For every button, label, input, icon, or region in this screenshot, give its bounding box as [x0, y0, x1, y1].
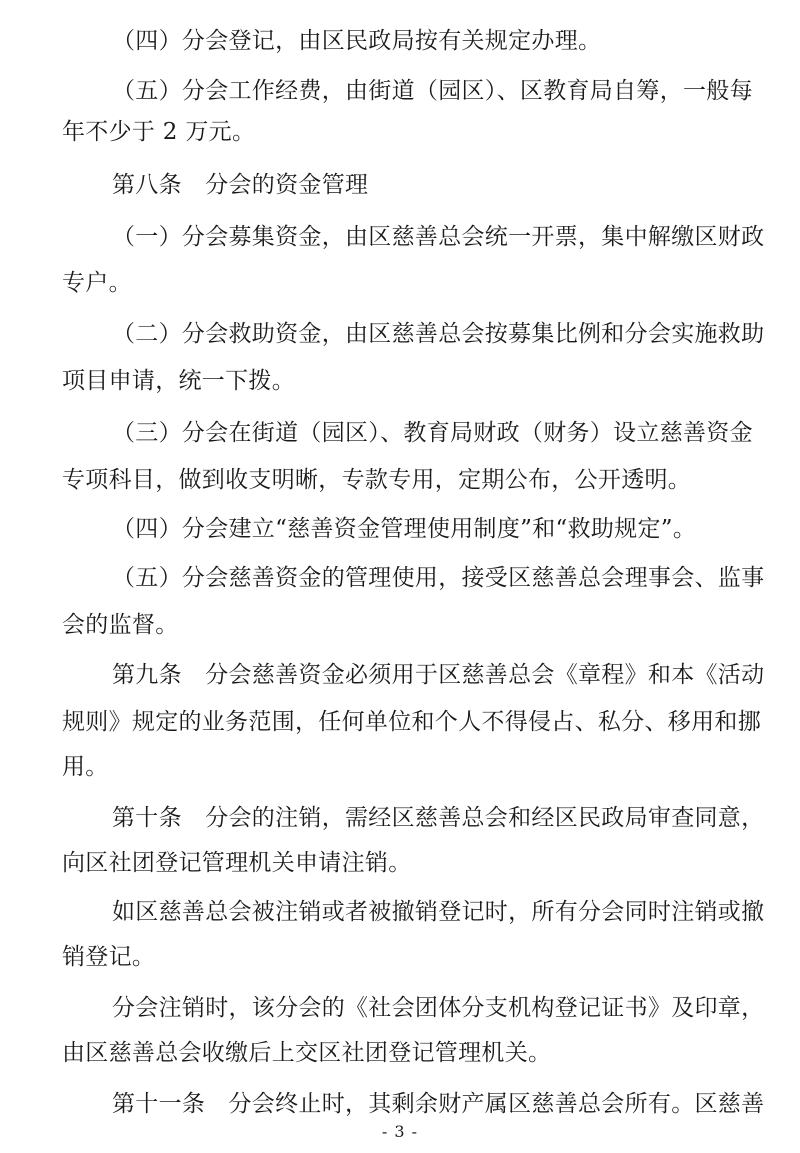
- text-line: 年不少于 2 万元。: [62, 119, 256, 145]
- text-line: 销登记。: [62, 944, 156, 970]
- section-heading: 第九条 分会慈善资金必须用于区慈善总会《章程》和本《活动: [112, 662, 765, 688]
- text-line: 向区社团登记管理机关申请注销。: [62, 850, 412, 876]
- text-line: 用。: [62, 754, 109, 780]
- text-line: （四）分会建立“慈善资金管理使用制度”和“救助规定”。: [112, 516, 697, 542]
- text-line: （二）分会救助资金，由区慈善总会按募集比例和分会实施救助: [112, 321, 765, 347]
- section-heading: 第八条 分会的资金管理: [112, 172, 369, 198]
- text-line: （四）分会登记，由区民政局按有关规定办理。: [112, 28, 602, 54]
- section-heading: 第十条 分会的注销，需经区慈善总会和经区民政局审查同意，: [112, 805, 765, 831]
- text-line: 专项科目，做到收支明晰，专款专用，定期公布，公开透明。: [62, 467, 692, 493]
- text-line: 规则》规定的业务范围，任何单位和个人不得侵占、私分、移用和挪: [62, 709, 761, 735]
- text-line: 专户。: [62, 270, 132, 296]
- text-line: （三）分会在街道（园区）、教育局财政（财务）设立慈善资金: [112, 420, 753, 446]
- text-line: （一）分会募集资金，由区慈善总会统一开票，集中解缴区财政: [112, 224, 765, 250]
- text-line: 如区慈善总会被注销或者被撤销登记时，所有分会同时注销或撤: [112, 899, 765, 925]
- text-line: 项目申请，统一下拨。: [62, 368, 295, 394]
- section-heading: 第十一条 分会终止时，其剩余财产属区慈善总会所有。区慈善: [112, 1091, 765, 1117]
- text-line: 分会注销时，该分会的《社会团体分支机构登记证书》及印章，: [112, 995, 765, 1021]
- page-number: - 3 -: [381, 1122, 419, 1141]
- text-line: 会的监督。: [62, 612, 179, 638]
- text-line: （五）分会慈善资金的管理使用，接受区慈善总会理事会、监事: [112, 565, 765, 591]
- text-line: 由区慈善总会收缴后上交区社团登记管理机关。: [62, 1040, 552, 1066]
- text-line: （五）分会工作经费，由街道（园区）、区教育局自筹，一般每: [112, 78, 753, 104]
